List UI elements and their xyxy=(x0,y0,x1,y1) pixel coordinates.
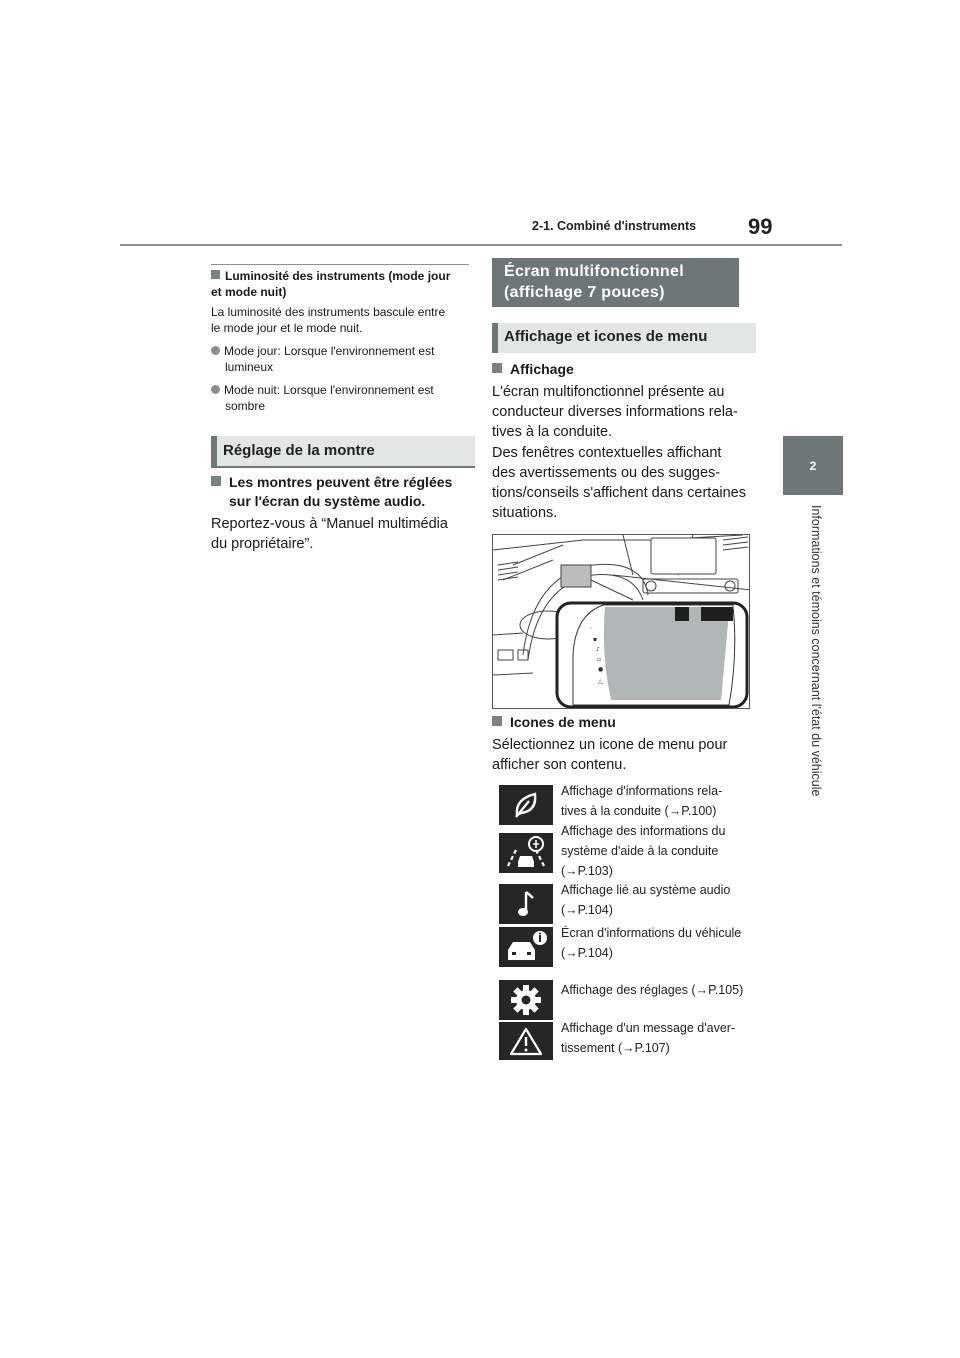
bullet-dot-icon xyxy=(211,346,220,355)
vehicle-info-icon xyxy=(499,927,553,967)
svg-text:♪: ♪ xyxy=(596,646,600,653)
menu-item-line: Affichage d'un message d'aver- xyxy=(561,1021,736,1035)
header-rule xyxy=(120,244,842,246)
luminosite-body-line1: La luminosité des instruments bascule entre xyxy=(211,305,446,319)
montres-line1: Les montres peuvent être réglées xyxy=(229,474,453,490)
page-number: 99 xyxy=(748,214,773,239)
left-column-rule xyxy=(211,264,469,265)
menu-item-line: Affichage d'informations rela- xyxy=(561,784,723,798)
ecran-multifonctionnel-heading xyxy=(492,258,739,307)
bullet-mode-jour xyxy=(211,343,473,375)
gear-icon xyxy=(499,980,553,1020)
icones-menu-subheading xyxy=(492,713,616,732)
reglage-montre-heading: Réglage de la montre xyxy=(211,436,475,468)
bullet-line: Mode jour: Lorsque l'environnement est xyxy=(224,344,435,358)
menu-item-line: système d'aide à la conduite xyxy=(561,844,719,858)
menu-item-line: (→P.104) xyxy=(561,903,613,917)
leaf-icon xyxy=(499,785,553,825)
menu-item-text xyxy=(561,821,756,881)
luminosite-title-line2: et mode nuit) xyxy=(211,285,287,299)
bullet-line: sombre xyxy=(225,399,266,413)
svg-text:◦: ◦ xyxy=(589,625,593,632)
montres-subheading xyxy=(211,473,473,511)
affichage-icones-heading: Affichage et icones de menu xyxy=(492,323,756,353)
affichage-subheading xyxy=(492,360,574,379)
square-bullet-icon xyxy=(492,716,502,726)
para-line: situations. xyxy=(492,505,558,521)
menu-item-line: Écran d'informations du véhicule xyxy=(561,926,742,940)
chapter-tab: 2 xyxy=(783,436,843,495)
menu-item-line: Affichage des informations du xyxy=(561,824,726,838)
menu-item-line: Affichage des réglages (→P.105) xyxy=(561,983,744,997)
ecran-title-line2: (affichage 7 pouces) xyxy=(504,284,665,301)
menu-item-line: (→P.103) xyxy=(561,864,613,878)
bullet-line: Mode nuit: Lorsque l'environnement est xyxy=(224,383,434,397)
bullet-line: lumineux xyxy=(225,360,274,374)
bullet-mode-nuit xyxy=(211,382,473,414)
svg-text:▪: ▪ xyxy=(593,636,598,643)
icones-menu-label: Icones de menu xyxy=(510,714,616,730)
section-reference: 2-1. Combiné d'instruments xyxy=(532,219,697,233)
svg-text:△: △ xyxy=(598,678,603,685)
para-line: des avertissements ou des sugges- xyxy=(492,465,721,481)
luminosite-title xyxy=(211,268,473,300)
para-line: tions/conseils s'affichent dans certaines xyxy=(492,485,746,501)
luminosite-body-line2: le mode jour et le mode nuit. xyxy=(211,321,363,335)
menu-item-line: (→P.104) xyxy=(561,946,613,960)
para-line: Des fenêtres contextuelles affichant xyxy=(492,445,722,461)
menu-item-line: tives à la conduite (→P.100) xyxy=(561,804,717,818)
para-line: L'écran multifonctionnel présente au xyxy=(492,384,725,400)
chapter-vertical-text: Informations et témoins concernant l'état du véhicule xyxy=(809,505,823,797)
svg-text:●: ● xyxy=(598,666,604,673)
affichage-paragraph-2 xyxy=(492,443,750,523)
warning-triangle-icon xyxy=(499,1022,553,1060)
menu-item-text xyxy=(561,923,756,963)
dashboard-illustration xyxy=(492,534,750,709)
reportez-line1: Reportez-vous à “Manuel multimédia xyxy=(211,516,448,532)
menu-item-text xyxy=(561,980,756,1000)
menu-item-line: Affichage lié au système audio xyxy=(561,883,731,897)
square-bullet-icon xyxy=(492,363,502,373)
square-bullet-icon xyxy=(211,476,221,486)
ecran-title-line1: Écran multifonctionnel xyxy=(504,263,684,280)
luminosite-body xyxy=(211,304,473,336)
menu-item-text xyxy=(561,781,756,821)
music-note-icon xyxy=(499,884,553,924)
affichage-label: Affichage xyxy=(510,361,574,377)
para-line: afficher son contenu. xyxy=(492,757,627,773)
square-bullet-icon xyxy=(211,270,220,279)
para-line: conducteur diverses informations rela- xyxy=(492,404,738,420)
dashboard-drawing xyxy=(493,535,750,709)
reportez-line2: du propriétaire”. xyxy=(211,536,314,552)
bullet-dot-icon xyxy=(211,385,220,394)
chapter-vertical-label xyxy=(779,505,823,825)
menu-item-text xyxy=(561,1018,756,1058)
montres-line2: sur l'écran du système audio. xyxy=(229,493,426,509)
luminosite-title-line1: Luminosité des instruments (mode jour xyxy=(225,269,451,283)
driving-assist-icon xyxy=(499,833,553,873)
reportez-paragraph xyxy=(211,514,473,554)
para-line: tives à la conduite. xyxy=(492,424,613,440)
menu-item-text xyxy=(561,880,756,920)
affichage-paragraph-1 xyxy=(492,382,750,442)
menu-item-line: tissement (→P.107) xyxy=(561,1041,670,1055)
para-line: Sélectionnez un icone de menu pour xyxy=(492,737,728,753)
icones-menu-paragraph xyxy=(492,735,750,775)
svg-text:▫: ▫ xyxy=(597,656,602,663)
